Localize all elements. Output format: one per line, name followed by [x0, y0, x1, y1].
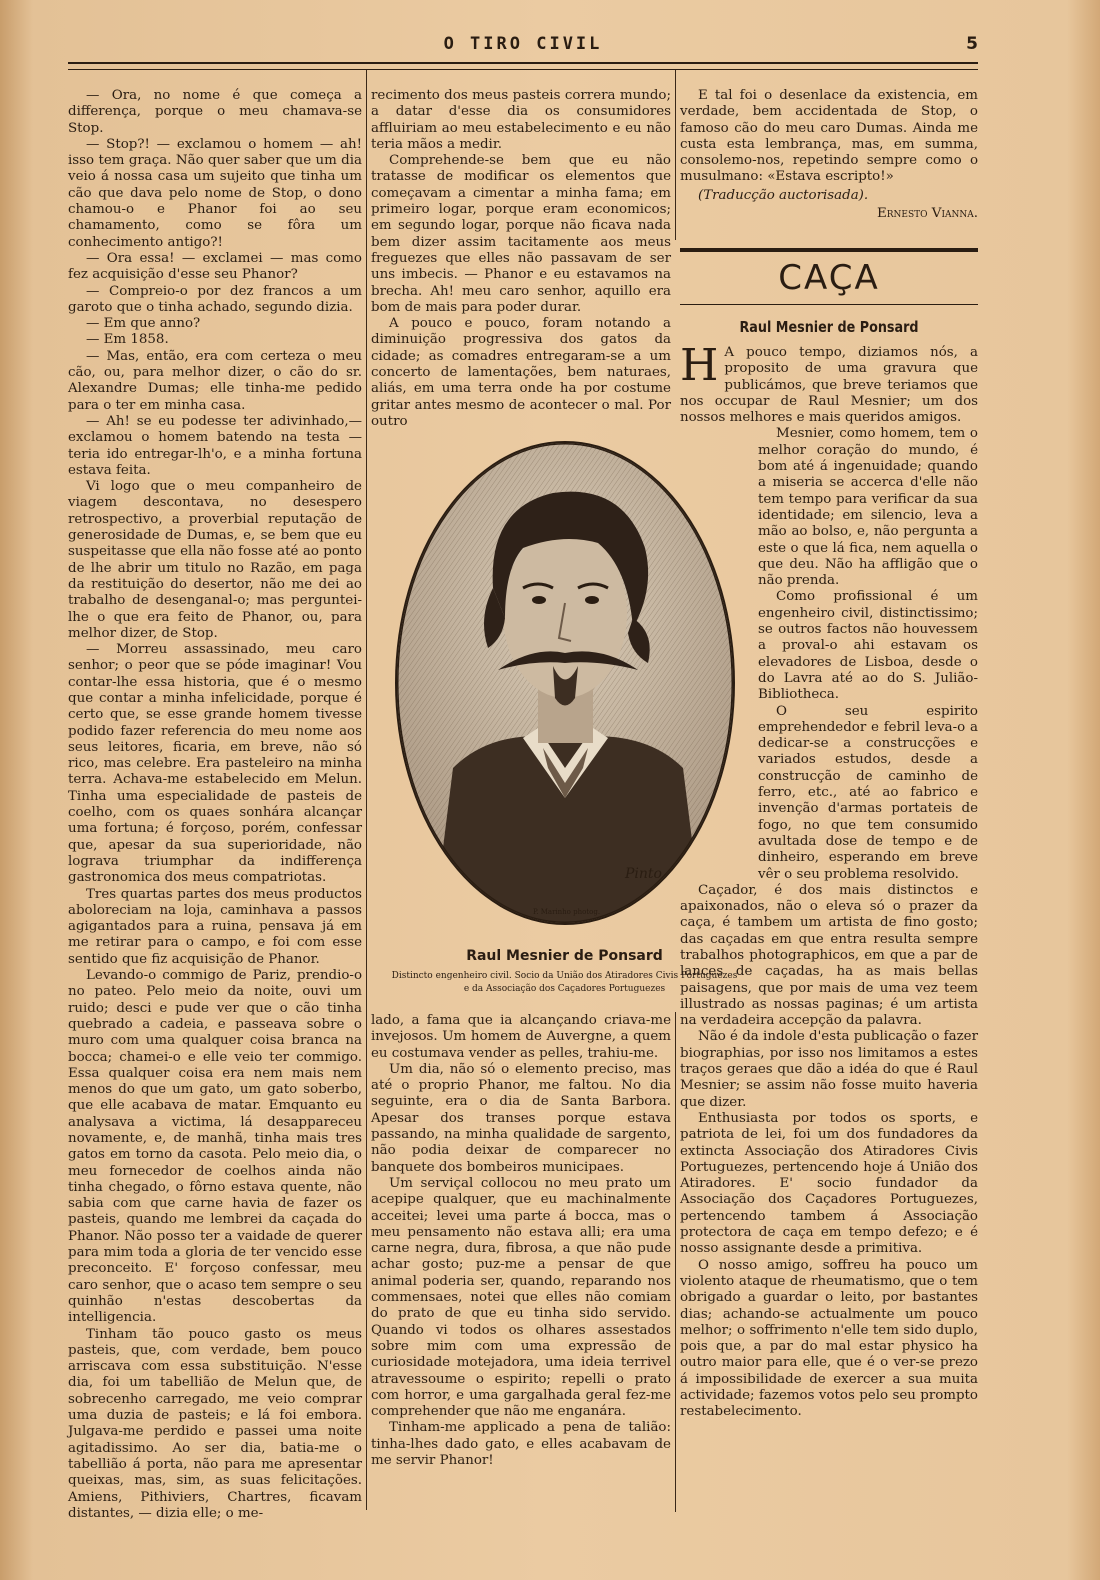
- paragraph: Caçador, é dos mais distinctos e apaixonados, não o eleva só o prazer da caça, é tambem um artista de fino gosto; das caçadas em que entra resulta sempre trabalhos photographicos, em que a par de lances de caçadas, ha as mais bellas paisagens, que por mais de uma vez teem illustrado as nossas paginas; é um artista na verdadeira accepção da palavra.: [680, 882, 978, 1029]
- paragraph: — Ah! se eu podesse ter adivinhado,— exclamou o homem batendo na testa — teria ido entregar-lh'o, e a minha fortuna estava feita.: [68, 413, 362, 478]
- paragraph: Um dia, não só o elemento preciso, mas até o proprio Phanor, me faltou. No dia seguinte, era o dia de Santa Barbora. Apesar dos transes porque estava passando, na minha qualidade de sargento, não podia deixar de comparecer no banquete dos bombeiros municipaes.: [371, 1061, 671, 1175]
- paragraph: Mesnier, como homem, tem o melhor coração do mundo, é bom até á ingenuidade; quando a miseria se accerca d'elle não tem tempo para verificar da sua identidade; em silencio, leva a mão ao bolso, e, não pergunta a este o que lá fica, nem aquella o que deu. Não ha affligão que o não prenda.: [758, 426, 978, 589]
- paragraph: — Ora essa! — exclamei — mas como fez acquisição d'esse seu Phanor?: [68, 250, 362, 283]
- drop-cap: H: [680, 340, 719, 391]
- paragraph: E tal foi o desenlace da existencia, em verdade, bem accidentada de Stop, o famoso cão do meu caro Dumas. Ainda me custa esta lembrança, mas, em summa, consolemo-nos, repetindo sempre como o musulmano: «Estava escripto!»: [680, 88, 978, 185]
- paragraph: — Stop?! — exclamou o homem — ah! isso tem graça. Não quer saber que um dia veio á nossa casa um sujeito que tinha um cão que dava pelo nome de Stop, o dono chamou-o e Phanor foi ao seu chamamento, como se fôra um conhecimento antigo?!: [68, 136, 362, 250]
- paragraph: Levando-o commigo de Pariz, prendio-o no pateo. Pelo meio da noite, ouvi um ruido; desci e pude ver que o cão tinha quebrado a cadeia, e passeava sobre o muro com uma qualquer coisa branca na bocca; chamei-o e elle veio ter commigo. Essa qualquer coisa era nem mais nem menos do que um gato, um gato soberbo, que elle acabava de matar. Emquanto eu analysava a victima, lá desappareceu novamente, e, de manhã, tinha mais tres gatos em torno da casota. Pelo meio dia, o meu fornecedor de coelhos ainda não tinha chegado, o fôrno estava quente, não sabia com que carne havia de fazer os pasteis, quando me lembrei da caçada do Phanor. Não posso ter a vaidade de querer para mim toda a gloria de ter vencido esse preconceito. E' forçoso confessar, meu caro senhor, que o acaso tem sempre o seu quinhão n'estas descobertas da intelligencia.: [68, 968, 362, 1326]
- caption-line: e da Associação dos Caçadores Portuguezes: [463, 984, 666, 994]
- paragraph: Tinham tão pouco gasto os meus pasteis, que, com verdade, bem pouco arriscava com essa substituição. N'esse dia, foi um tabellião de Melun que, de sobrecenho carregado, me veio comprar uma duzia de pasteis; e lá foi embora. Julgava-me perdido e passei uma noite agitadissimo. Ao ser dia, batia-me o tabellião á porta, não para me apresentar queixas, mas, sim, as suas felicitações. Amiens, Pithiviers, Chartres, ficavam distantes, — dizia elle; o me-: [68, 1326, 362, 1521]
- paragraph: — Ora, no nome é que começa a differença, porque o meu chamava-se Stop.: [68, 88, 362, 136]
- paragraph-text: A pouco tempo, diziamos nós, a proposito de uma gravura que publicámos, que breve teriamos que nos occupar de Raul Mesnier; um dos nossos melhores e mais queridos amigos.: [680, 345, 978, 426]
- paragraph-first: [680, 340, 978, 426]
- paragraph: Não é da indole d'esta publicação o fazer biographias, por isso nos limitamos a estes traços geraes que dão a idéa do que é Raul Mesnier; se assim não fosse muito haveria que dizer.: [680, 1029, 978, 1110]
- paragraph: Comprehende-se bem que eu não tratasse de modificar os elementos que começavam a cimentar a minha fama; em primeiro logar, porque eram economicos; em segundo logar, porque não ficava nada bem dizer assim tacitamente aos meus freguezes que elles não passavam de ser uns imbecis. — Phanor e eu estavamos na brecha. Ah! meu caro senhor, aquillo era bom de mais para poder durar.: [371, 153, 671, 315]
- column-divider-3: [675, 1012, 676, 1512]
- paragraph: Enthusiasta por todos os sports, e patriota de lei, foi um dos fundadores da extincta Associação dos Atiradores Civis Portuguezes, pertencendo hoje á União dos Atiradores. E' socio fundador da Associação dos Caçadores Portuguezes, pertencendo tambem á Associação protectora de caça em tempo defezo; e é nosso assignante desde a primitiva.: [680, 1110, 978, 1257]
- paragraph: Vi logo que o meu companheiro de viagem descontava, no desespero retrospectivo, a proverbial reputação de generosidade de Dumas, e, se bem que eu suspeitasse que ella não fosse até ao ponto de lhe abrir um titulo no Razão, em paga da restituição do desertor, não me dei ao trabalho de desenganal-o; mas perguntei-lhe o que era feito de Phanor, ou, para melhor dizer, de Stop.: [68, 479, 362, 641]
- paragraph: recimento dos meus pasteis correra mundo; a datar d'esse dia os consumidores affluiriam ao meu estabelecimento e eu não teria mãos a medir.: [371, 88, 671, 152]
- paragraph: — Em 1858.: [86, 332, 169, 348]
- paragraph: O nosso amigo, soffreu ha pouco um violento ataque de rheumatismo, que o tem obrigado a guardar o leito, por bastantes dias; achando-se actualmente um pouco melhor; o soffrimento n'elle tem sido duplo, pois que, a par do mal estar physico ha outro maior para elle, que é o ver-se prezo á impossibilidade de exercer a sua muita actividade; fazemos votos pelo seu prompto restabelecimento.: [680, 1257, 978, 1420]
- column-2-top: [371, 88, 671, 429]
- portrait-caption-name: Raul Mesnier de Ponsard: [466, 948, 663, 964]
- paragraph: Tinham-me applicado a pena de talião: tinha-lhes dado gato, e elles acabavam de me servir Phanor!: [371, 1420, 671, 1469]
- article-subtitle: Raul Mesnier de Ponsard: [739, 318, 919, 336]
- paragraph: A pouco e pouco, foram notando a diminuição progressiva dos gatos da cidade; as comadres entregaram-se a um concerto de lamentações, bem naturaes, aliás, em uma terra onde ha por costume gritar antes mesmo de acontecer o mal. Por outro: [371, 316, 671, 429]
- section-rule-thin: [680, 304, 978, 305]
- engraver-credit: P. Marinho photog.: [533, 908, 601, 916]
- column-3-top: [680, 88, 978, 238]
- paragraph: — Mas, então, era com certeza o meu cão, ou, para melhor dizer, o cão do sr. Alexandre Dumas; elle tinha-me pedido para o ter em minha casa.: [68, 348, 362, 413]
- paragraph: lado, a fama que ia alcançando criava-me invejosos. Um homem de Auvergne, a quem eu costumava vender as pelles, trahiu-me.: [371, 1013, 671, 1061]
- paragraph: Um serviçal collocou no meu prato um acepipe qualquer, que eu machinalmente acceitei; levei uma parte á bocca, mas o meu pensamento não estava alli; era uma carne negra, dura, fibrosa, a que não pude achar gosto; puz-me a pensar de que animal poderia ser, quando, reparando nos commensaes, notei que elles não comiam do prato de que eu tinha sido servido. Quando vi todos os olhares assestados sobre mim com uma expressão de curiosidade motejadora, uma ideia terrivel atravessoume o espirito; repelli o prato com horror, e uma gargalhada geral fez-me comprehender que não me enganára.: [371, 1175, 671, 1420]
- header-rule: [68, 62, 978, 70]
- page-header: [68, 34, 978, 58]
- paragraph: Tres quartas partes dos meus productos aboloreciam na loja, caminhava a passos agigantados para a ruina, pensava já em me retirar para o campo, e foi com esse sentido que fiz acquisição de Phanor.: [68, 886, 362, 967]
- paragraph: Como profissional é um engenheiro civil, distinctissimo; se outros factos não houvessem a proval-o ahi estavam os elevadores de Lisboa, desde o do Lavra até ao do S. Julião-Bibliotheca.: [758, 589, 978, 703]
- column-2-bottom: [371, 1013, 671, 1513]
- paragraph: O seu espirito emprehendedor e febril leva-o a dedicar-se a construcções e variados estudos, desde a construcção de caminho de ferro, etc., até ao fabrico e invenção d'armas portateis de fogo, no que tem consumido avultada dose de tempo e de dinheiro, esperando em breve vêr o seu problema resolvido.: [758, 703, 978, 882]
- column-divider-2: [675, 70, 676, 240]
- column-1: [68, 88, 362, 1521]
- column-3: [680, 340, 978, 1515]
- section-title: CAÇA: [778, 258, 880, 298]
- portrait-signature: Pinto: [625, 866, 662, 882]
- caption-line: Distincto engenheiro civil. Socio da União dos Atiradores Civis Portuguezes: [391, 971, 738, 981]
- paragraph: — Compreio-o por dez francos a um garoto que o tinha achado, segundo dizia.: [68, 283, 362, 315]
- translation-credit: (Traducção auctorisada).: [698, 187, 869, 203]
- paragraph: — Em que anno?: [86, 316, 201, 332]
- page-number: 5: [966, 34, 978, 54]
- author-signature: Ernesto Vianna.: [876, 206, 978, 222]
- column-divider-1: [366, 70, 367, 1510]
- paragraph: — Morreu assassinado, meu caro senhor; o peor que se póde imaginar! Vou contar-lhe essa historia, que é o mesmo que contar a minha infelicidade, porque é certo que, se esse grande homem tivesse podido fazer referencia do meu nome aos seus leitores, ficaria, em breve, não só rico, mas celebre. Era pasteleiro na minha terra. Achava-me estabelecido em Melun. Tinha uma especialidade de pasteis de coelho, com os quaes sonhára alcançar uma fortuna; é forçoso, porém, confessar que, apesar da sua superioridade, não lograva triumphar da indifferença gastronomica dos meus compatriotas.: [68, 642, 362, 886]
- publication-title: O TIRO CIVIL: [443, 34, 603, 54]
- section-rule: [680, 248, 978, 252]
- text-beside-portrait: [758, 426, 978, 882]
